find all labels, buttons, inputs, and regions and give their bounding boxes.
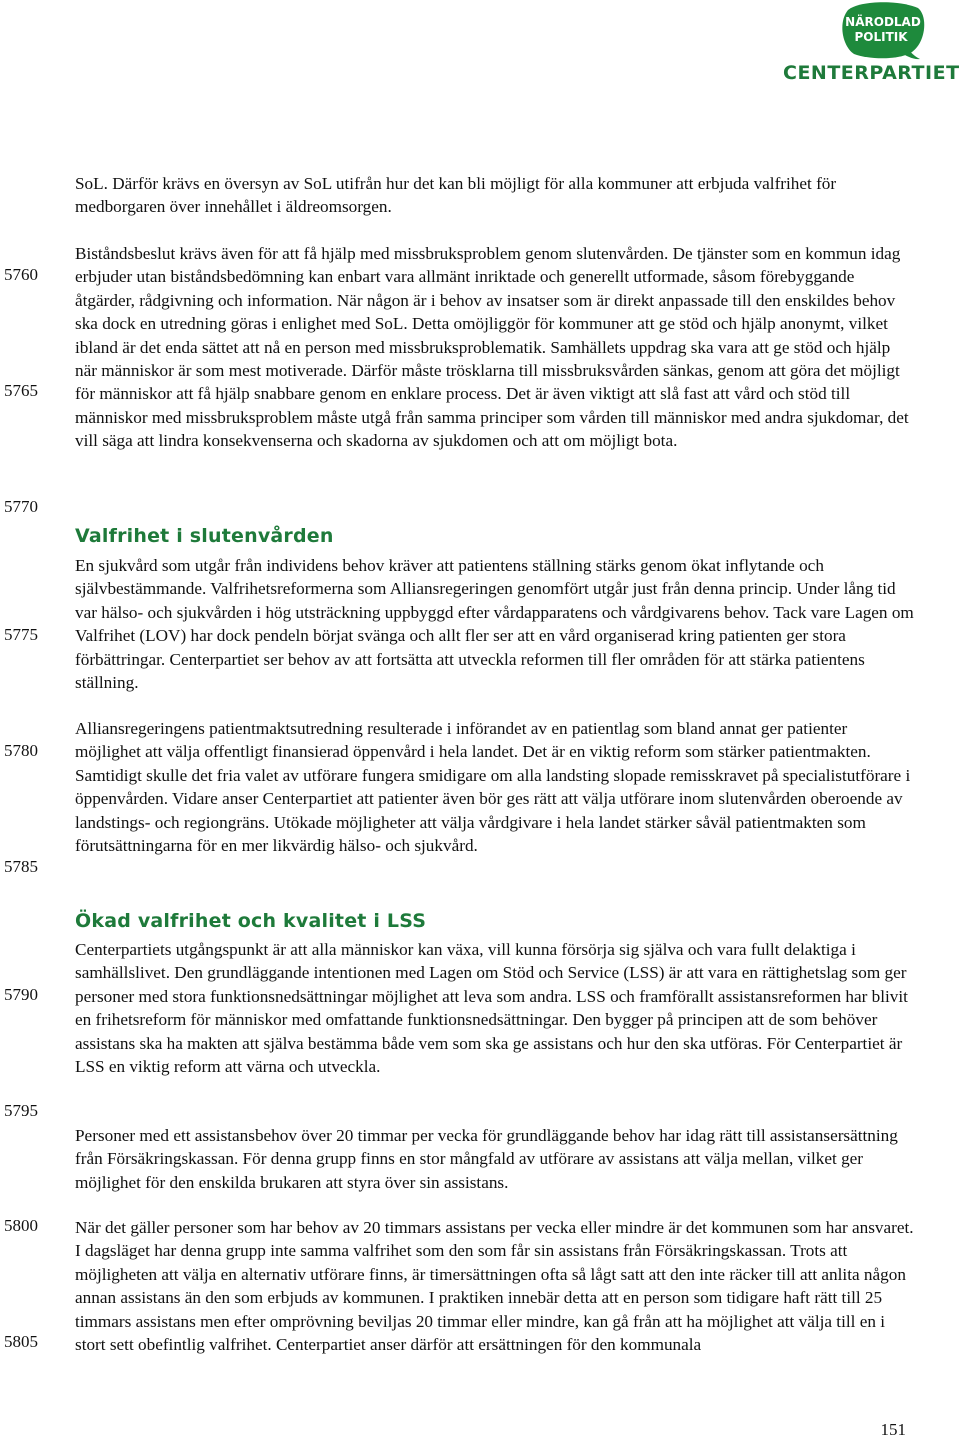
line-number: 5780	[4, 741, 38, 760]
page-number: 151	[880, 1420, 906, 1439]
line-number: 5785	[4, 857, 38, 876]
section-heading: Valfrihet i slutenvården	[75, 525, 334, 547]
centerpartiet-logo	[780, 0, 960, 90]
badge-text-1: NÄRODLAD	[845, 15, 921, 29]
paragraph: Centerpartiets utgångspunkt är att alla människor kan växa, vill kunna försörja sig själva och vara fullt delaktiga i samhällslivet. Den grundläggande intentionen med Lagen om Stöd och Service (LSS) är att vara en rättighetslag som ger personer med stora funktionsnedsättningar möjlighet att leva som andra. LSS och framförallt assistansreformen har blivit en frihetsreform för människor med omfattande funktionsnedsättningar. Den bygger på principen att de som behöver assistans ska ha makten att själva bestämma både vem som ska ge assistans och hur den ska utföras. För Centerpartiet är LSS en viktig reform att värna och utveckla.	[75, 940, 908, 1077]
line-number: 5805	[4, 1332, 38, 1351]
badge-text-2: POLITIK	[854, 30, 908, 44]
line-number: 5765	[4, 381, 38, 400]
line-number: 5760	[4, 265, 38, 284]
paragraph: SoL. Därför krävs en översyn av SoL utifrån hur det kan bli möjligt för alla kommuner att erbjuda valfrihet för medborgaren över innehållet i äldreomsorgen.	[75, 174, 837, 217]
paragraph: Personer med ett assistansbehov över 20 timmar per vecka för grundläggande behov har idag rätt till assistansersättning från Försäkringskassan. För denna grupp finns en stor mångfald av utförare av assistans att välja mellan, vilket ger möjlighet för den enskilda brukaren att styra över sin assistans.	[75, 1126, 898, 1192]
line-number: 5775	[4, 625, 38, 644]
paragraph: Biståndsbeslut krävs även för att få hjälp med missbruksproblem genom slutenvården. De tjänster som en kommun idag erbjuder utan biståndsbedömning kan enbart vara allmänt inriktade och generellt utformade, såsom förebyggande åtgärder, rådgivning och information. När någon är i behov av insatser som är direkt anpassade till den enskildes behov ska dock en utredning göras i enlighet med SoL. Detta omöjliggör för kommuner att ge stöd och hjälp anonymt, vilket ibland är det enda sättet att nå en person med missbruksproblematik. Samhällets uppdrag ska vara att ge stöd och hjälp när människor är som mest motiverade. Därför måste trösklarna till missbruksvården sänkas, genom att göra det möjligt för människor att få hjälp snabbare genom en enklare process. Det är även viktigt att slå fast att vård och stöd till människor med missbruksproblem måste utgå från samma principer som vården till människor med andra sjukdomar, det vill säga att lindra konsekvenserna och skadorna av sjukdomen och att om möjligt bota.	[75, 244, 909, 451]
line-number: 5790	[4, 985, 38, 1004]
logo-wordmark: CENTERPARTIET	[783, 62, 960, 84]
section-heading: Ökad valfrihet och kvalitet i LSS	[75, 910, 427, 932]
leaf-badge-icon	[840, 2, 926, 60]
paragraph: Alliansregeringens patientmaktsutredning resulterade i införandet av en patientlag som bland annat ger patienter möjlighet att välja offentligt finansierad öppenvård i hela landet. Det är en viktig reform som stärker patientmakten. Samtidigt skulle det fria valet av utförare fungera smidigare om alla landsting slopade remisskravet på specialistutförare i öppenvården. Vidare anser Centerpartiet att patienter även bör ges rätt att välja utförare inom slutenvården oberoende av landstings- och regiongräns. Utökade möjligheter att välja vårdgivare i hela landet stärker såväl patientmakten som förutsättningarna för en mer likvärdig hälso- och sjukvård.	[75, 719, 911, 856]
paragraph: När det gäller personer som har behov av 20 timmars assistans per vecka eller mindre är det kommunen som har ansvaret. I dagsläget har denna grupp inte samma valfrihet som den som får sin assistans från Försäkringskassan. Trots att möjligheten att välja en alternativ utförare finns, är timersättningen ofta så lågt satt att den inte räcker till att anlita någon annan assistans än den som erbjuds av kommunen. I praktiken innebär detta att en person som tidigare haft rätt till 25 timmars assistans men efter omprövning beviljas 20 timmar eller mindre, kan gå från att ha möjlighet att välja till en i stort sett obefintlig valfrihet. Centerpartiet anser därför att ersättningen för den kommunala	[75, 1218, 914, 1355]
line-number: 5795	[4, 1101, 38, 1120]
line-number: 5770	[4, 497, 38, 516]
paragraph: En sjukvård som utgår från individens behov kräver att patientens ställning stärks genom ökat inflytande och självbestämmande. Valfrihetsreformerna som Alliansregeringen genomfört utgår just från denna princip. Under lång tid var hälso- och sjukvården i hög utsträckning uppbyggd efter vårdapparatens och vårdgivarens behov. Tack vare Lagen om Valfrihet (LOV) har dock pendeln börjat svänga och allt fler ser att en vård organiserad kring patienten ger stora förbättringar. Centerpartiet ser behov av att fortsätta att utveckla reformen till fler områden för att stärka patientens ställning.	[75, 556, 914, 693]
line-number: 5800	[4, 1216, 38, 1235]
